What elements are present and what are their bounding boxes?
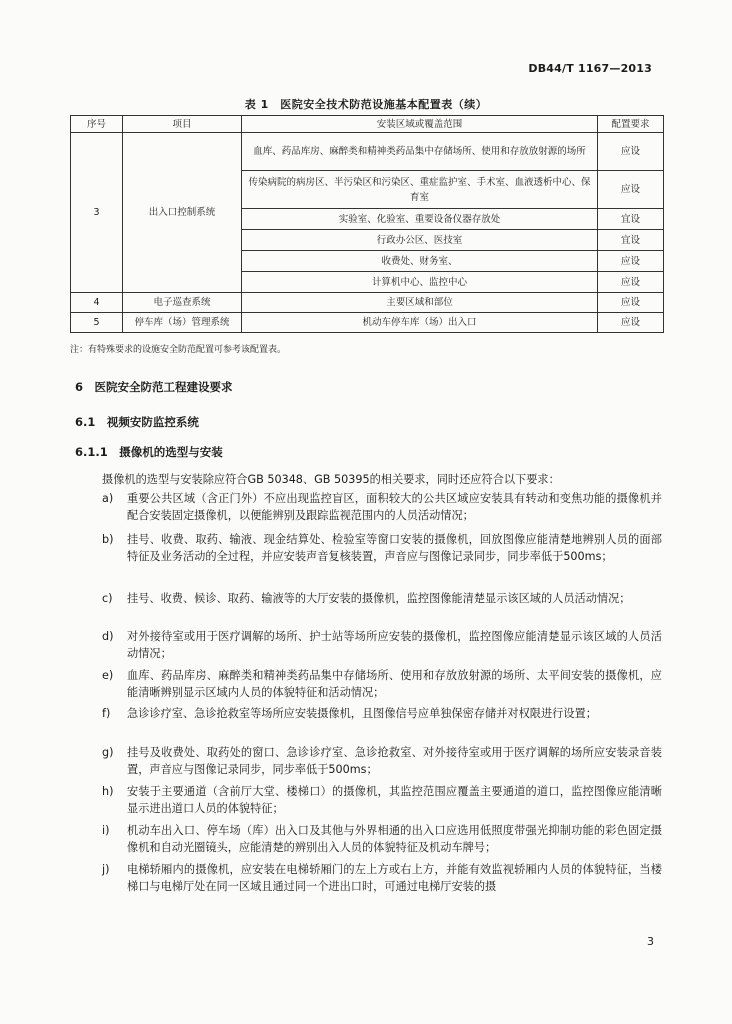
list-marker: c) bbox=[102, 592, 113, 605]
row-item: 停车库（场）管理系统 bbox=[123, 313, 242, 333]
section-heading: 6 医院安全防范工程建设要求 bbox=[75, 380, 233, 394]
list-marker: b) bbox=[102, 533, 114, 546]
list-item bbox=[102, 861, 662, 895]
col-header-area: 安装区域或覆盖范围 bbox=[242, 116, 598, 133]
table-header-row bbox=[71, 116, 664, 133]
intro-paragraph: 摄像机的选型与安装除应符合GB 50348、GB 50395的相关要求，同时还应符合以下要求： bbox=[102, 473, 560, 486]
list-item-text: 电梯轿厢内的摄像机，应安装在电梯轿厢门的左上方或右上方，并能有效监视轿厢内人员的体貌特征，当楼梯口与电梯厅处在同一区域且通过同一个进出口时，可通过电梯厅安装的摄 bbox=[127, 863, 662, 893]
row-item: 电子巡查系统 bbox=[123, 293, 242, 313]
list-item bbox=[102, 705, 662, 722]
row-number: 4 bbox=[71, 293, 123, 313]
row-requirement: 应设 bbox=[598, 293, 664, 313]
config-table bbox=[70, 115, 664, 333]
row-number: 5 bbox=[71, 313, 123, 333]
list-item bbox=[102, 667, 662, 701]
row-item: 出入口控制系统 bbox=[123, 133, 242, 293]
row-requirement: 应设 bbox=[598, 133, 664, 171]
row-area: 传染病院的病房区、半污染区和污染区、重症监护室、手术室、血液透析中心、保育室 bbox=[242, 171, 598, 209]
list-item-text: 挂号、收费、取药、输液、现金结算处、检验室等窗口安装的摄像机，回放图像应能清楚地辨别人员的面部特征及业务活动的全过程，并应安装声音复核装置，声音应与图像记录同步，同步率低于500ms； bbox=[127, 533, 662, 563]
table-row bbox=[71, 313, 664, 333]
list-item bbox=[102, 490, 662, 524]
row-area: 主要区域和部位 bbox=[242, 293, 598, 313]
row-area: 机动车停车库（场）出入口 bbox=[242, 313, 598, 333]
table-row bbox=[71, 293, 664, 313]
col-header-item: 项目 bbox=[123, 116, 242, 133]
row-area: 收费处、财务室、 bbox=[242, 251, 598, 272]
page-number: 3 bbox=[647, 935, 654, 948]
list-marker: i) bbox=[102, 824, 110, 837]
table-note: 注：有特殊要求的设施安全防范配置可参考该配置表。 bbox=[70, 345, 287, 355]
table-row bbox=[71, 133, 664, 171]
clause-heading: 6.1.1 摄像机的选型与安装 bbox=[75, 445, 223, 459]
row-requirement: 应设 bbox=[598, 171, 664, 209]
list-marker: h) bbox=[102, 785, 114, 798]
list-item bbox=[102, 590, 662, 607]
list-item-text: 挂号及收费处、取药处的窗口、急诊诊疗室、急诊抢救室、对外接待室或用于医疗调解的场所应安装录音装置，声音应与图像记录同步，同步率低于500ms； bbox=[127, 746, 662, 776]
row-area: 计算机中心、监控中心 bbox=[242, 272, 598, 293]
col-header-requirement: 配置要求 bbox=[598, 116, 664, 133]
list-marker: g) bbox=[102, 746, 114, 759]
list-item-text: 机动车出入口、停车场（库）出入口及其他与外界相通的出入口应选用低照度带强光抑制功能的彩色固定摄像机和自动光圈镜头，应能清楚的辨别出入人员的体貌特征及机动车牌号； bbox=[127, 824, 662, 854]
list-item-text: 挂号、收费、候诊、取药、输液等的大厅安装的摄像机，监控图像能清楚显示该区域的人员活动情况； bbox=[127, 592, 631, 605]
row-number: 3 bbox=[71, 133, 123, 293]
list-marker: j) bbox=[102, 863, 110, 876]
list-item bbox=[102, 628, 662, 662]
subsection-heading: 6.1 视频安防监控系统 bbox=[75, 415, 199, 429]
table-title: 表 1 医院安全技术防范设施基本配置表（续） bbox=[244, 98, 488, 111]
list-item bbox=[102, 744, 662, 778]
list-item-text: 血库、药品库房、麻醉类和精神类药品集中存储场所、使用和存放放射源的场所、太平间安装的摄像机，应能清晰辨别显示区域内人员的体貌特征和活动情况； bbox=[127, 669, 662, 699]
col-header-no: 序号 bbox=[71, 116, 123, 133]
list-item-text: 安装于主要通道（含前厅大堂、楼梯口）的摄像机，其监控范围应覆盖主要通道的道口，监控图像应能清晰显示进出道口人员的体貌特征； bbox=[127, 785, 662, 815]
row-area: 血库、药品库房、麻醉类和精神类药品集中存储场所、使用和存放放射源的场所 bbox=[242, 133, 598, 171]
row-requirement: 应设 bbox=[598, 251, 664, 272]
list-marker: d) bbox=[102, 630, 114, 643]
list-item bbox=[102, 822, 662, 856]
list-item-text: 重要公共区域（含正门外）不应出现监控盲区，面积较大的公共区域应安装具有转动和变焦功能的摄像机并配合安装固定摄像机，以便能辨别及跟踪监视范围内的人员活动情况； bbox=[127, 492, 662, 522]
list-marker: a) bbox=[102, 492, 114, 505]
row-area: 实验室、化验室、重要设备仪器存放处 bbox=[242, 209, 598, 230]
list-item bbox=[102, 783, 662, 817]
row-requirement: 应设 bbox=[598, 272, 664, 293]
row-requirement: 应设 bbox=[598, 313, 664, 333]
row-area: 行政办公区、医技室 bbox=[242, 230, 598, 251]
list-item-text: 对外接待室或用于医疗调解的场所、护士站等场所应安装的摄像机，监控图像应能清楚显示该区域的人员活动情况； bbox=[127, 630, 662, 660]
list-marker: f) bbox=[102, 707, 111, 720]
list-item bbox=[102, 531, 662, 565]
row-requirement: 宜设 bbox=[598, 230, 664, 251]
list-marker: e) bbox=[102, 669, 114, 682]
row-requirement: 宜设 bbox=[598, 209, 664, 230]
document-code: DB44/T 1167—2013 bbox=[528, 62, 652, 75]
list-item-text: 急诊诊疗室、急诊抢救室等场所应安装摄像机，且图像信号应单独保密存储并对权限进行设置； bbox=[127, 707, 597, 720]
